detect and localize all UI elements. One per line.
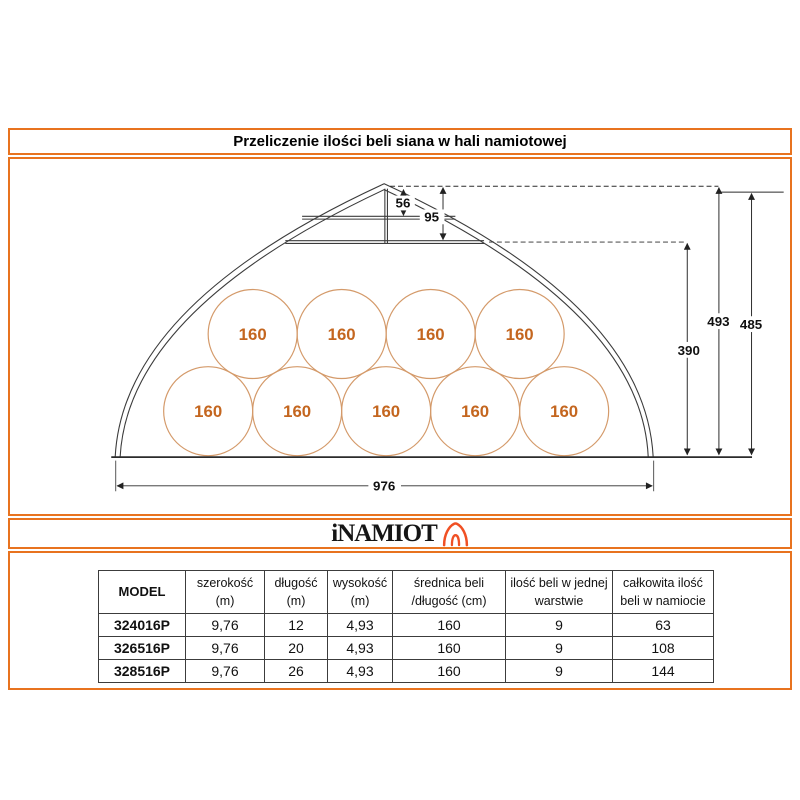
title-bar (8, 128, 792, 155)
cell-model: 326516P (99, 637, 186, 660)
tent-diagram (10, 159, 790, 514)
cell-height: 4,93 (328, 660, 393, 683)
cell-length: 20 (265, 637, 328, 660)
cell-width: 9,76 (186, 637, 265, 660)
cell-width: 9,76 (186, 614, 265, 637)
spec-table (98, 570, 714, 683)
cell-total-bales: 108 (613, 637, 714, 660)
bale-diameter-label: 160 (416, 324, 445, 344)
col-header-height: wysokość (m) (328, 571, 393, 614)
col-header-length: długość (m) (265, 571, 328, 614)
cell-bale-diameter: 160 (393, 637, 506, 660)
table-row (99, 637, 714, 660)
cell-length: 12 (265, 614, 328, 637)
bale-diameter-label: 160 (327, 324, 356, 344)
cell-model: 324016P (99, 614, 186, 637)
bale-diameter-label: 160 (283, 402, 312, 422)
bale-diameter-label: 160 (238, 324, 267, 344)
bale-diameter-label: 160 (461, 402, 490, 422)
table-row (99, 660, 714, 683)
cell-height: 4,93 (328, 637, 393, 660)
cell-length: 26 (265, 660, 328, 683)
cell-bale-diameter: 160 (393, 614, 506, 637)
page-title: Przeliczenie ilości beli siana w hali namiotowej (233, 133, 567, 150)
bale-diameter-label: 160 (372, 402, 401, 422)
bale-diameter-label: 160 (505, 324, 534, 344)
cell-model: 328516P (99, 660, 186, 683)
cell-bales-per-layer: 9 (506, 614, 613, 637)
hay-bales (164, 290, 609, 456)
dim-label-390: 390 (677, 342, 700, 358)
logo-bar (8, 518, 792, 549)
bale-diameter-label: 160 (194, 402, 223, 422)
dim-label-493: 493 (707, 314, 730, 330)
tent-icon (442, 521, 469, 547)
cell-total-bales: 63 (613, 614, 714, 637)
col-header-total-bales: całkowita ilość beli w namiocie (613, 571, 714, 614)
dimension-lines (116, 186, 784, 494)
tent-diagram-box (8, 157, 792, 516)
cell-bale-diameter: 160 (393, 660, 506, 683)
table-header-row (99, 571, 714, 614)
dimension-labels (368, 195, 767, 493)
cell-bales-per-layer: 9 (506, 637, 613, 660)
spec-table-box (8, 551, 792, 690)
cell-total-bales: 144 (613, 660, 714, 683)
cell-height: 4,93 (328, 614, 393, 637)
brand-logo-text: iNAMIOT (331, 520, 437, 547)
dim-label-95: 95 (424, 209, 440, 225)
dim-label-976: 976 (373, 478, 396, 494)
cell-width: 9,76 (186, 660, 265, 683)
table-row (99, 614, 714, 637)
col-header-bale-diameter: średnica beli /długość (cm) (393, 571, 506, 614)
col-header-model: MODEL (99, 571, 186, 614)
col-header-width: szerokość (m) (186, 571, 265, 614)
cell-bales-per-layer: 9 (506, 660, 613, 683)
dim-label-56: 56 (395, 195, 411, 211)
col-header-bales-per-layer: ilość beli w jednej warstwie (506, 571, 613, 614)
dim-label-485: 485 (739, 317, 763, 333)
bale-diameter-label: 160 (550, 402, 579, 422)
